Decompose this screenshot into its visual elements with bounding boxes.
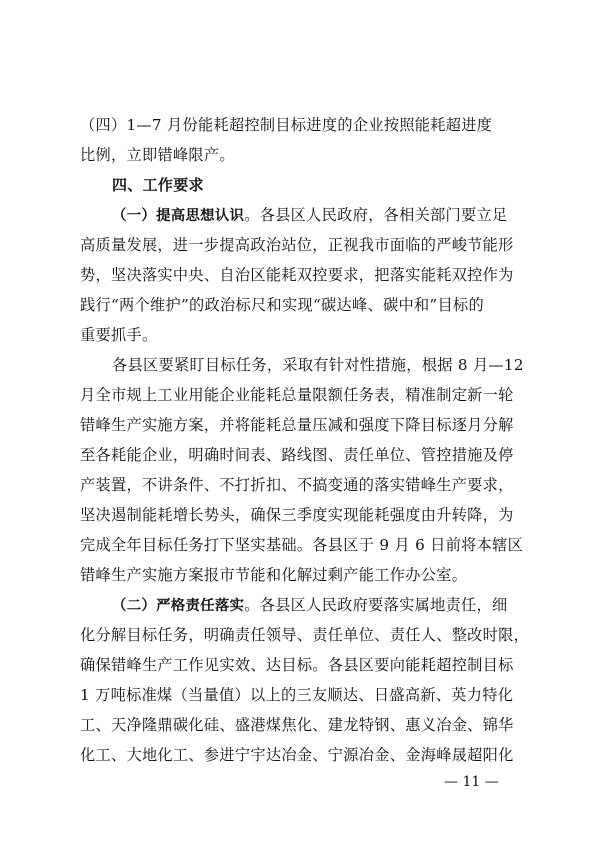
subsection-title: （二）严格责任落实 — [112, 598, 245, 614]
paragraph-line: 错峰生产实施方案报市节能和化解过剩产能工作办公室。 — [80, 566, 468, 584]
paragraph-text: 。各县区人民政府，各相关部门要立足 — [244, 206, 508, 224]
page-number: — 11 — — [444, 774, 499, 790]
paragraph-line: 化工、大地化工、参进宁宇达冶金、宁源冶金、金海峰晟超阳化 — [80, 746, 514, 764]
paragraph-line: 践行“两个维护”的政治标尺和实现“碳达峰、碳中和”目标的 — [80, 296, 484, 314]
paragraph-line: 化分解目标任务，明确责任领导、责任单位、责任人、整改时限， — [80, 626, 530, 644]
paragraph-text: 。各县区人民政府要落实属地责任，细 — [244, 596, 508, 614]
paragraph-line: 月全市规上工业用能企业能耗总量限额任务表，精准制定新一轮 — [80, 386, 514, 404]
paragraph-line — [112, 590, 548, 620]
paragraph-line: 坚决遏制能耗增长势头，确保三季度实现能耗强度由升转降，为 — [80, 506, 514, 524]
paragraph-line: （四）1—7 月份能耗超控制目标进度的企业按照能耗超进度 — [80, 116, 493, 134]
paragraph-line: 确保错峰生产工作见实效、达目标。各县区要向能耗超控制目标 — [80, 656, 514, 674]
paragraph-line: 产装置，不讲条件、不打折扣、不搞变通的落实错峰生产要求， — [80, 476, 514, 494]
subsection-title: （一）提高思想认识 — [112, 208, 245, 224]
paragraph-line: 错峰生产实施方案，并将能耗总量压减和强度下降目标逐月分解 — [80, 416, 514, 434]
paragraph-line — [112, 200, 548, 230]
paragraph-line: 重要抓手。 — [80, 326, 158, 344]
paragraph-line: 比例，立即错峰限产。 — [80, 146, 235, 164]
paragraph-line: 高质量发展，进一步提高政治站位，正视我市面临的严峻节能形 — [80, 236, 514, 254]
paragraph-line: 1 万吨标准煤（当量值）以上的三友顺达、日盛高新、英力特化 — [80, 686, 514, 704]
paragraph-line: 完成全年目标任务打下坚实基础。各县区于 9 月 6 日前将本辖区 — [80, 536, 524, 554]
paragraph-line: 工、天净隆鼎碳化硅、盛港煤焦化、建龙特钢、惠义冶金、锦华 — [80, 716, 514, 734]
paragraph-line: 至各耗能企业，明确时间表、路线图、责任单位、管控措施及停 — [80, 446, 514, 464]
paragraph-line: 势，坚决落实中央、自治区能耗双控要求，把落实能耗双控作为 — [80, 266, 514, 284]
section-heading: 四、工作要求 — [112, 176, 204, 194]
paragraph-line: 各县区要紧盯目标任务，采取有针对性措施，根据 8 月—12 — [112, 356, 524, 374]
